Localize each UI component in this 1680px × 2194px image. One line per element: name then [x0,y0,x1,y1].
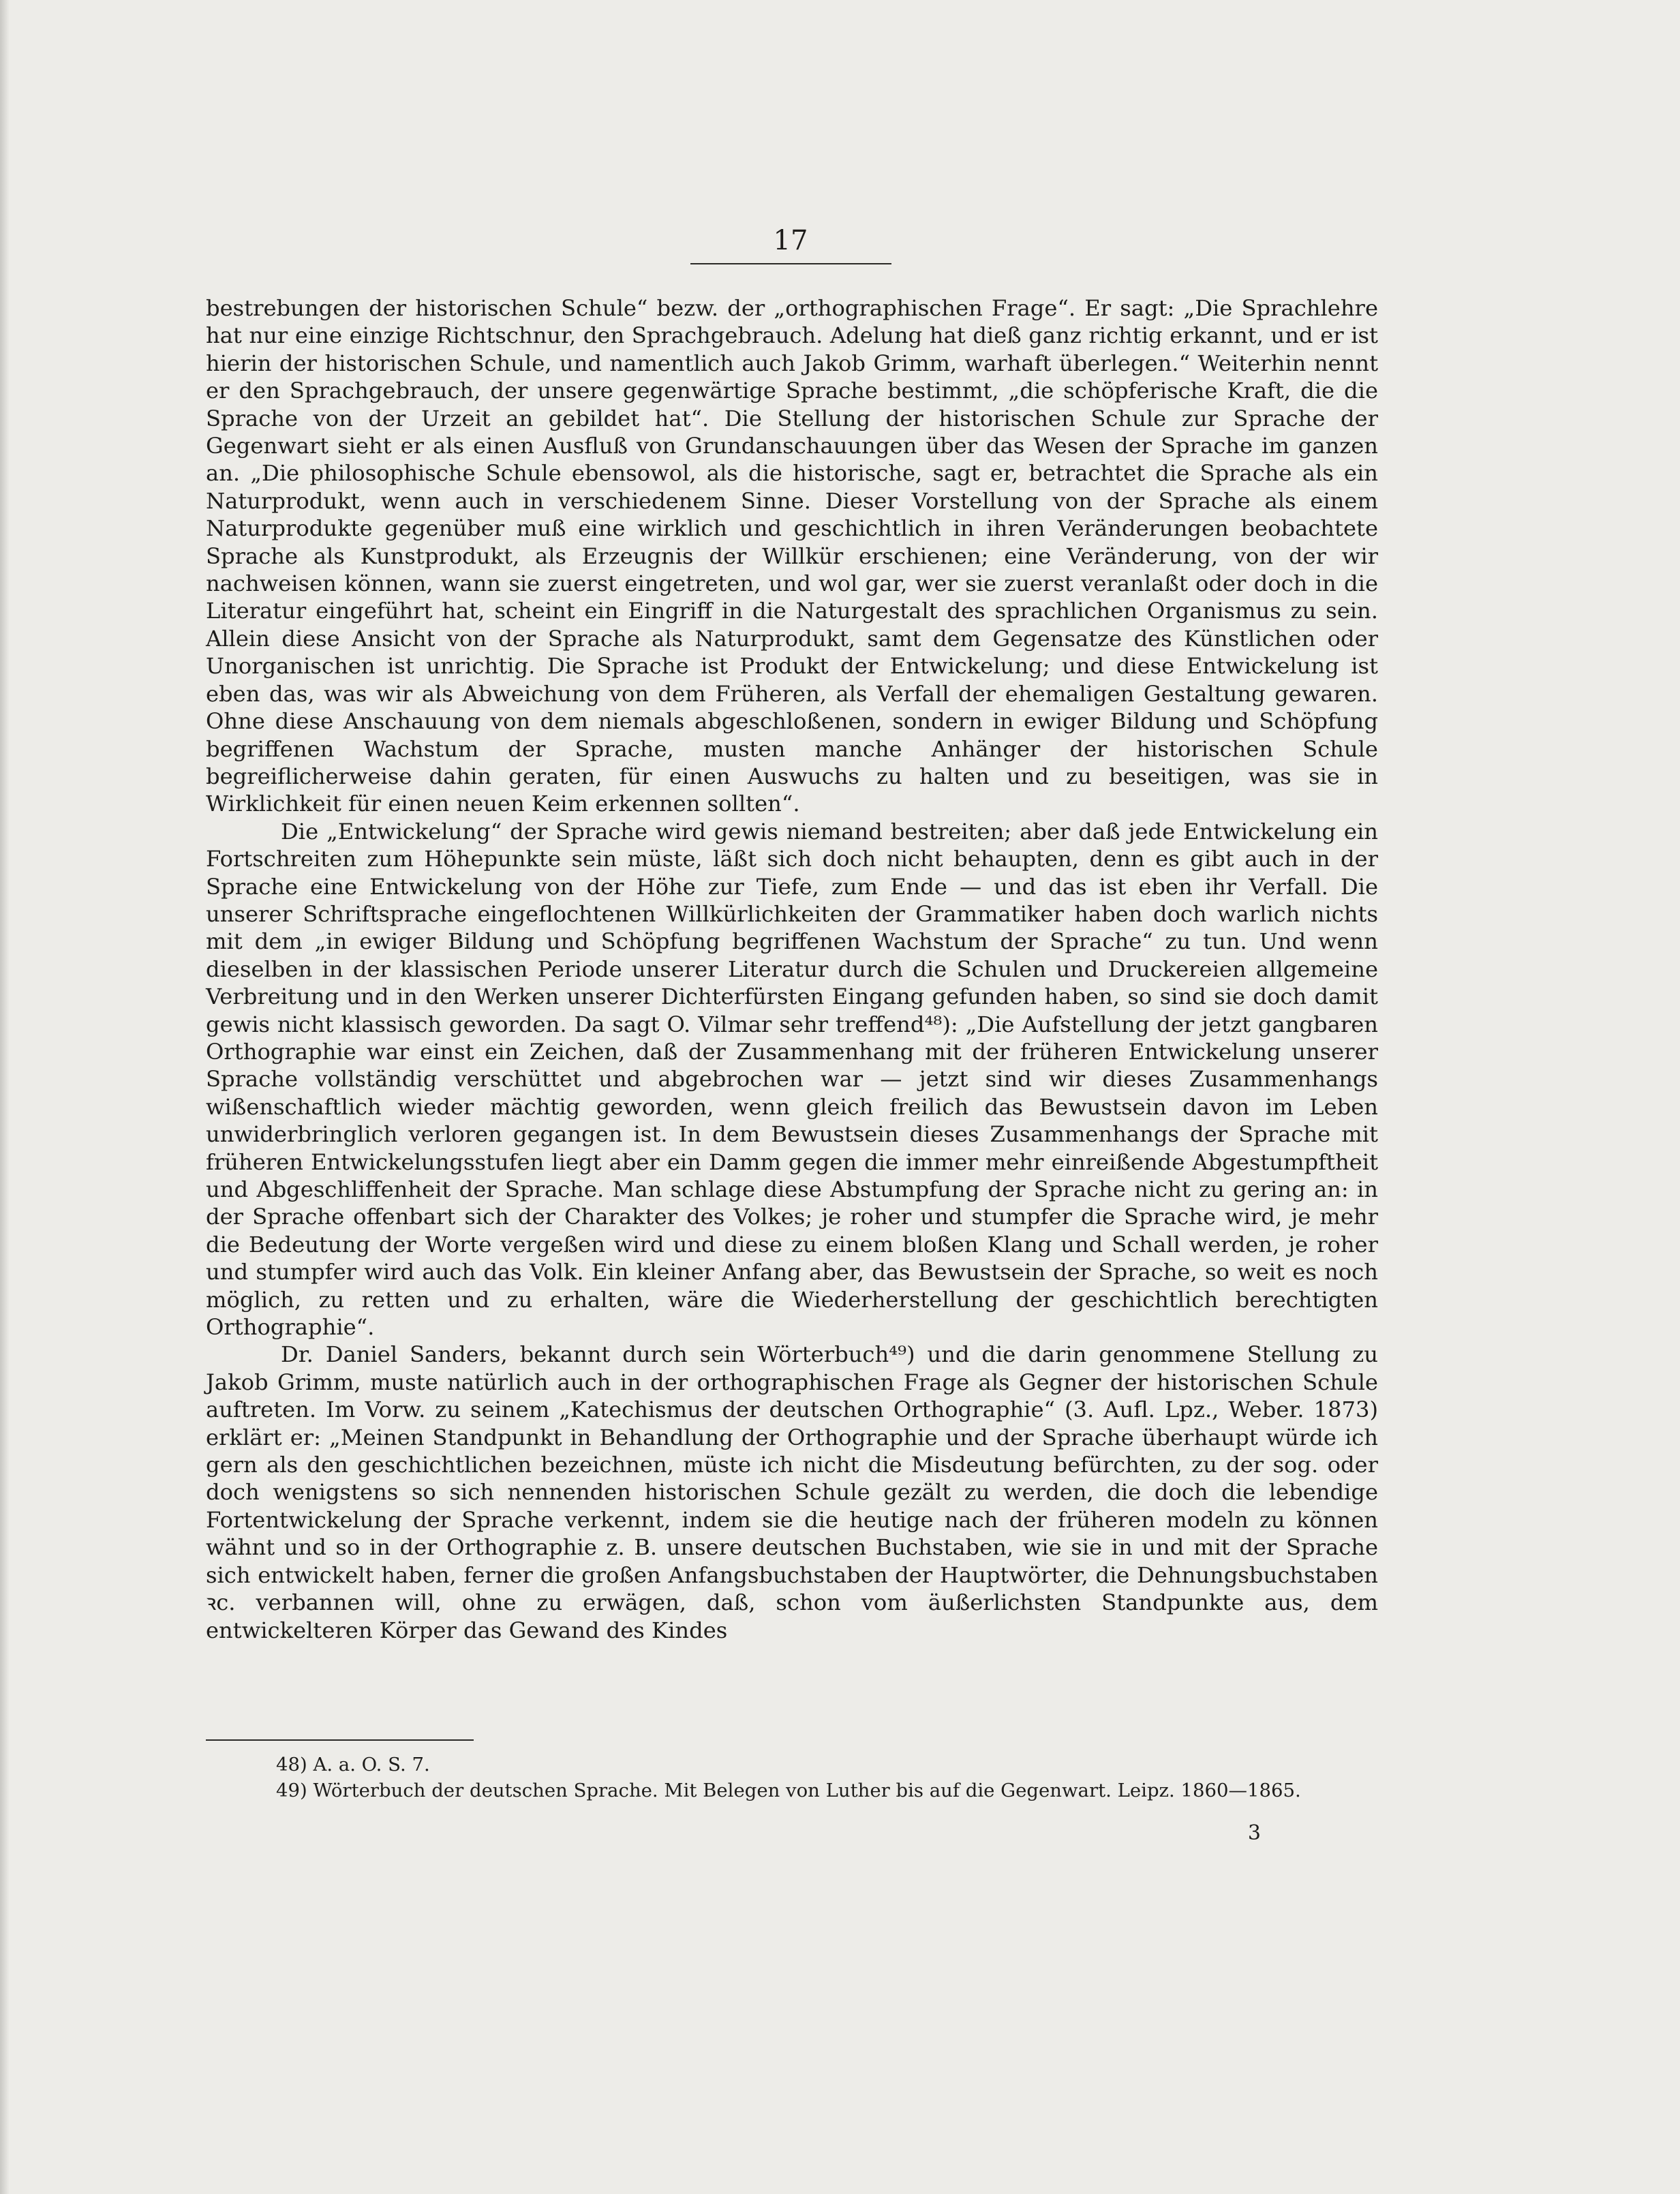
paragraph-continued: bestrebungen der historischen Schule“ bezw. der „orthographischen Frage“. Er sagt: „Die Sprachlehre hat nur eine einzige Richtschnur, den Sprachgebrauch. Adelung hat dieß ganz richtig erkannt, und er ist hierin der historischen Schule, und namentlich auch Jakob Grimm, warhaft überlegen.“ Weiterhin nennt er den Sprachgebrauch, der unsere gegenwärtige Sprache bestimmt, „die schöpferische Kraft, die die Sprache von der Urzeit an gebildet hat“. Die Stellung der historischen Schule zur Sprache der Gegenwart sieht er als einen Ausfluß von Grundanschauungen über das Wesen der Sprache im ganzen an. „Die philosophische Schule ebensowol, als die historische, sagt er, betrachtet die Sprache als ein Naturprodukt, wenn auch in verschiedenem Sinne. Dieser Vorstellung von der Sprache als einem Naturprodukte gegenüber muß eine wirklich und geschichtlich in ihren Veränderungen beobachtete Sprache als Kunstprodukt, als Erzeugnis der Willkür erschienen; eine Veränderung, von der wir nachweisen können, wann sie zuerst eingetreten, und wol gar, wer sie zuerst veranlaßt oder doch in die Literatur eingeführt hat, scheint ein Eingriff in die Naturgestalt des sprachlichen Organismus zu sein. Allein diese Ansicht von der Sprache als Naturprodukt, samt dem Gegensatze des Künstlichen oder Unorganischen ist unrichtig. Die Sprache ist Produkt der Entwickelung; und diese Entwickelung ist eben das, was wir als Abweichung von dem Früheren, als Verfall der ehemaligen Gestaltung gewaren. Ohne diese Anschauung von dem niemals abgeschloßenen, sondern in ewiger Bildung und Schöpfung begriffenen Wachstum der Sprache, musten manche Anhänger der historischen Schule begreiflicherweise dahin geraten, für einen Auswuchs zu halten und zu beseitigen, was sie in Wirklichkeit für einen neuen Keim erkennen sollten“. [206,295,1378,817]
footnote-48: 48) A. a. O. S. 7. [276,1754,430,1776]
footnote-49: 49) Wörterbuch der deutschen Sprache. Mit Belegen von Luther bis auf die Gegenwart. Leipz. 1860—1865. [276,1780,1301,1801]
paragraph-sanders: Dr. Daniel Sanders, bekannt durch sein Wörterbuch⁴⁹) und die darin genommene Stellung zu Jakob Grimm, muste natürlich auch in der orthographischen Frage als Gegner der historischen Schule auftreten. Im Vorw. zu seinem „Katechismus der deutschen Orthographie“ (3. Aufl. Lpz., Weber. 1873) erklärt er: „Meinen Standpunkt in Behandlung der Orthographie und der Sprache überhaupt würde ich gern als den geschichtlichen bezeichnen, müste ich nicht die Misdeutung befürchten, zu der sog. oder doch wenigstens so sich nennenden historischen Schule gezält zu werden, die doch die lebendige Fortentwickelung der Sprache verkennt, indem sie die heutige nach der früheren modeln zu können wähnt und so in der Orthographie z. B. unsere deutschen Buchstaben, wie sie in und mit der Sprache sich entwickelt haben, ferner die großen Anfangsbuchstaben der Hauptwörter, die Dehnungsbuchstaben ꝛc. verbannen will, ohne zu erwägen, daß, schon vom äußerlichsten Standpunkte aus, dem entwickelteren Körper das Gewand des Kindes [206,1341,1378,1643]
binding-edge [0,0,10,2194]
footnotes [276,1752,1435,1803]
footnote-rule [206,1739,474,1741]
body-text [206,294,1378,1644]
header-rule [690,263,891,264]
signature-mark: 3 [1247,1821,1261,1845]
paragraph-entwickelung: Die „Entwickelung“ der Sprache wird gewis niemand bestreiten; aber daß jede Entwickelung ein Fortschreiten zum Höhepunkte sein müste, läßt sich doch nicht behaupten, denn es gibt auch in der Sprache eine Entwickelung von der Höhe zur Tiefe, zum Ende — und das ist eben ihr Verfall. Die unserer Schriftsprache eingeflochtenen Willkürlichkeiten der Grammatiker haben doch warlich nichts mit dem „in ewiger Bildung und Schöpfung begriffenen Wachstum der Sprache“ zu tun. Und wenn dieselben in der klassischen Periode unserer Literatur durch die Schulen und Druckereien allgemeine Verbreitung und in den Werken unserer Dichterfürsten Eingang gefunden haben, so sind sie doch damit gewis nicht klassisch geworden. Da sagt O. Vilmar sehr treffend⁴⁸): „Die Aufstellung der jetzt gangbaren Orthographie war einst ein Zeichen, daß der Zusammenhang mit der früheren Entwickelung unserer Sprache vollständig verschüttet und abgebrochen war — jetzt sind wir dieses Zusammenhangs wißenschaftlich wieder mächtig geworden, wenn gleich freilich das Bewustsein davon im Leben unwiderbringlich verloren gegangen ist. In dem Bewustsein dieses Zusammenhangs der Sprache mit früheren Entwickelungsstufen liegt aber ein Damm gegen die immer mehr einreißende Abgestumpftheit und Abgeschliffenheit der Sprache. Man schlage diese Abstumpfung der Sprache nicht zu gering an: in der Sprache offenbart sich der Charakter des Volkes; je roher und stumpfer die Sprache wird, je mehr die Bedeutung der Worte vergeßen wird und diese zu einem bloßen Klang und Schall werden, je roher und stumpfer wird auch das Volk. Ein kleiner Anfang aber, das Bewustsein der Sprache, so weit es noch möglich, zu retten und zu erhalten, wäre die Wiederherstellung der geschichtlich berechtigten Orthographie“. [206,818,1378,1341]
page-number: 17 [773,225,808,256]
